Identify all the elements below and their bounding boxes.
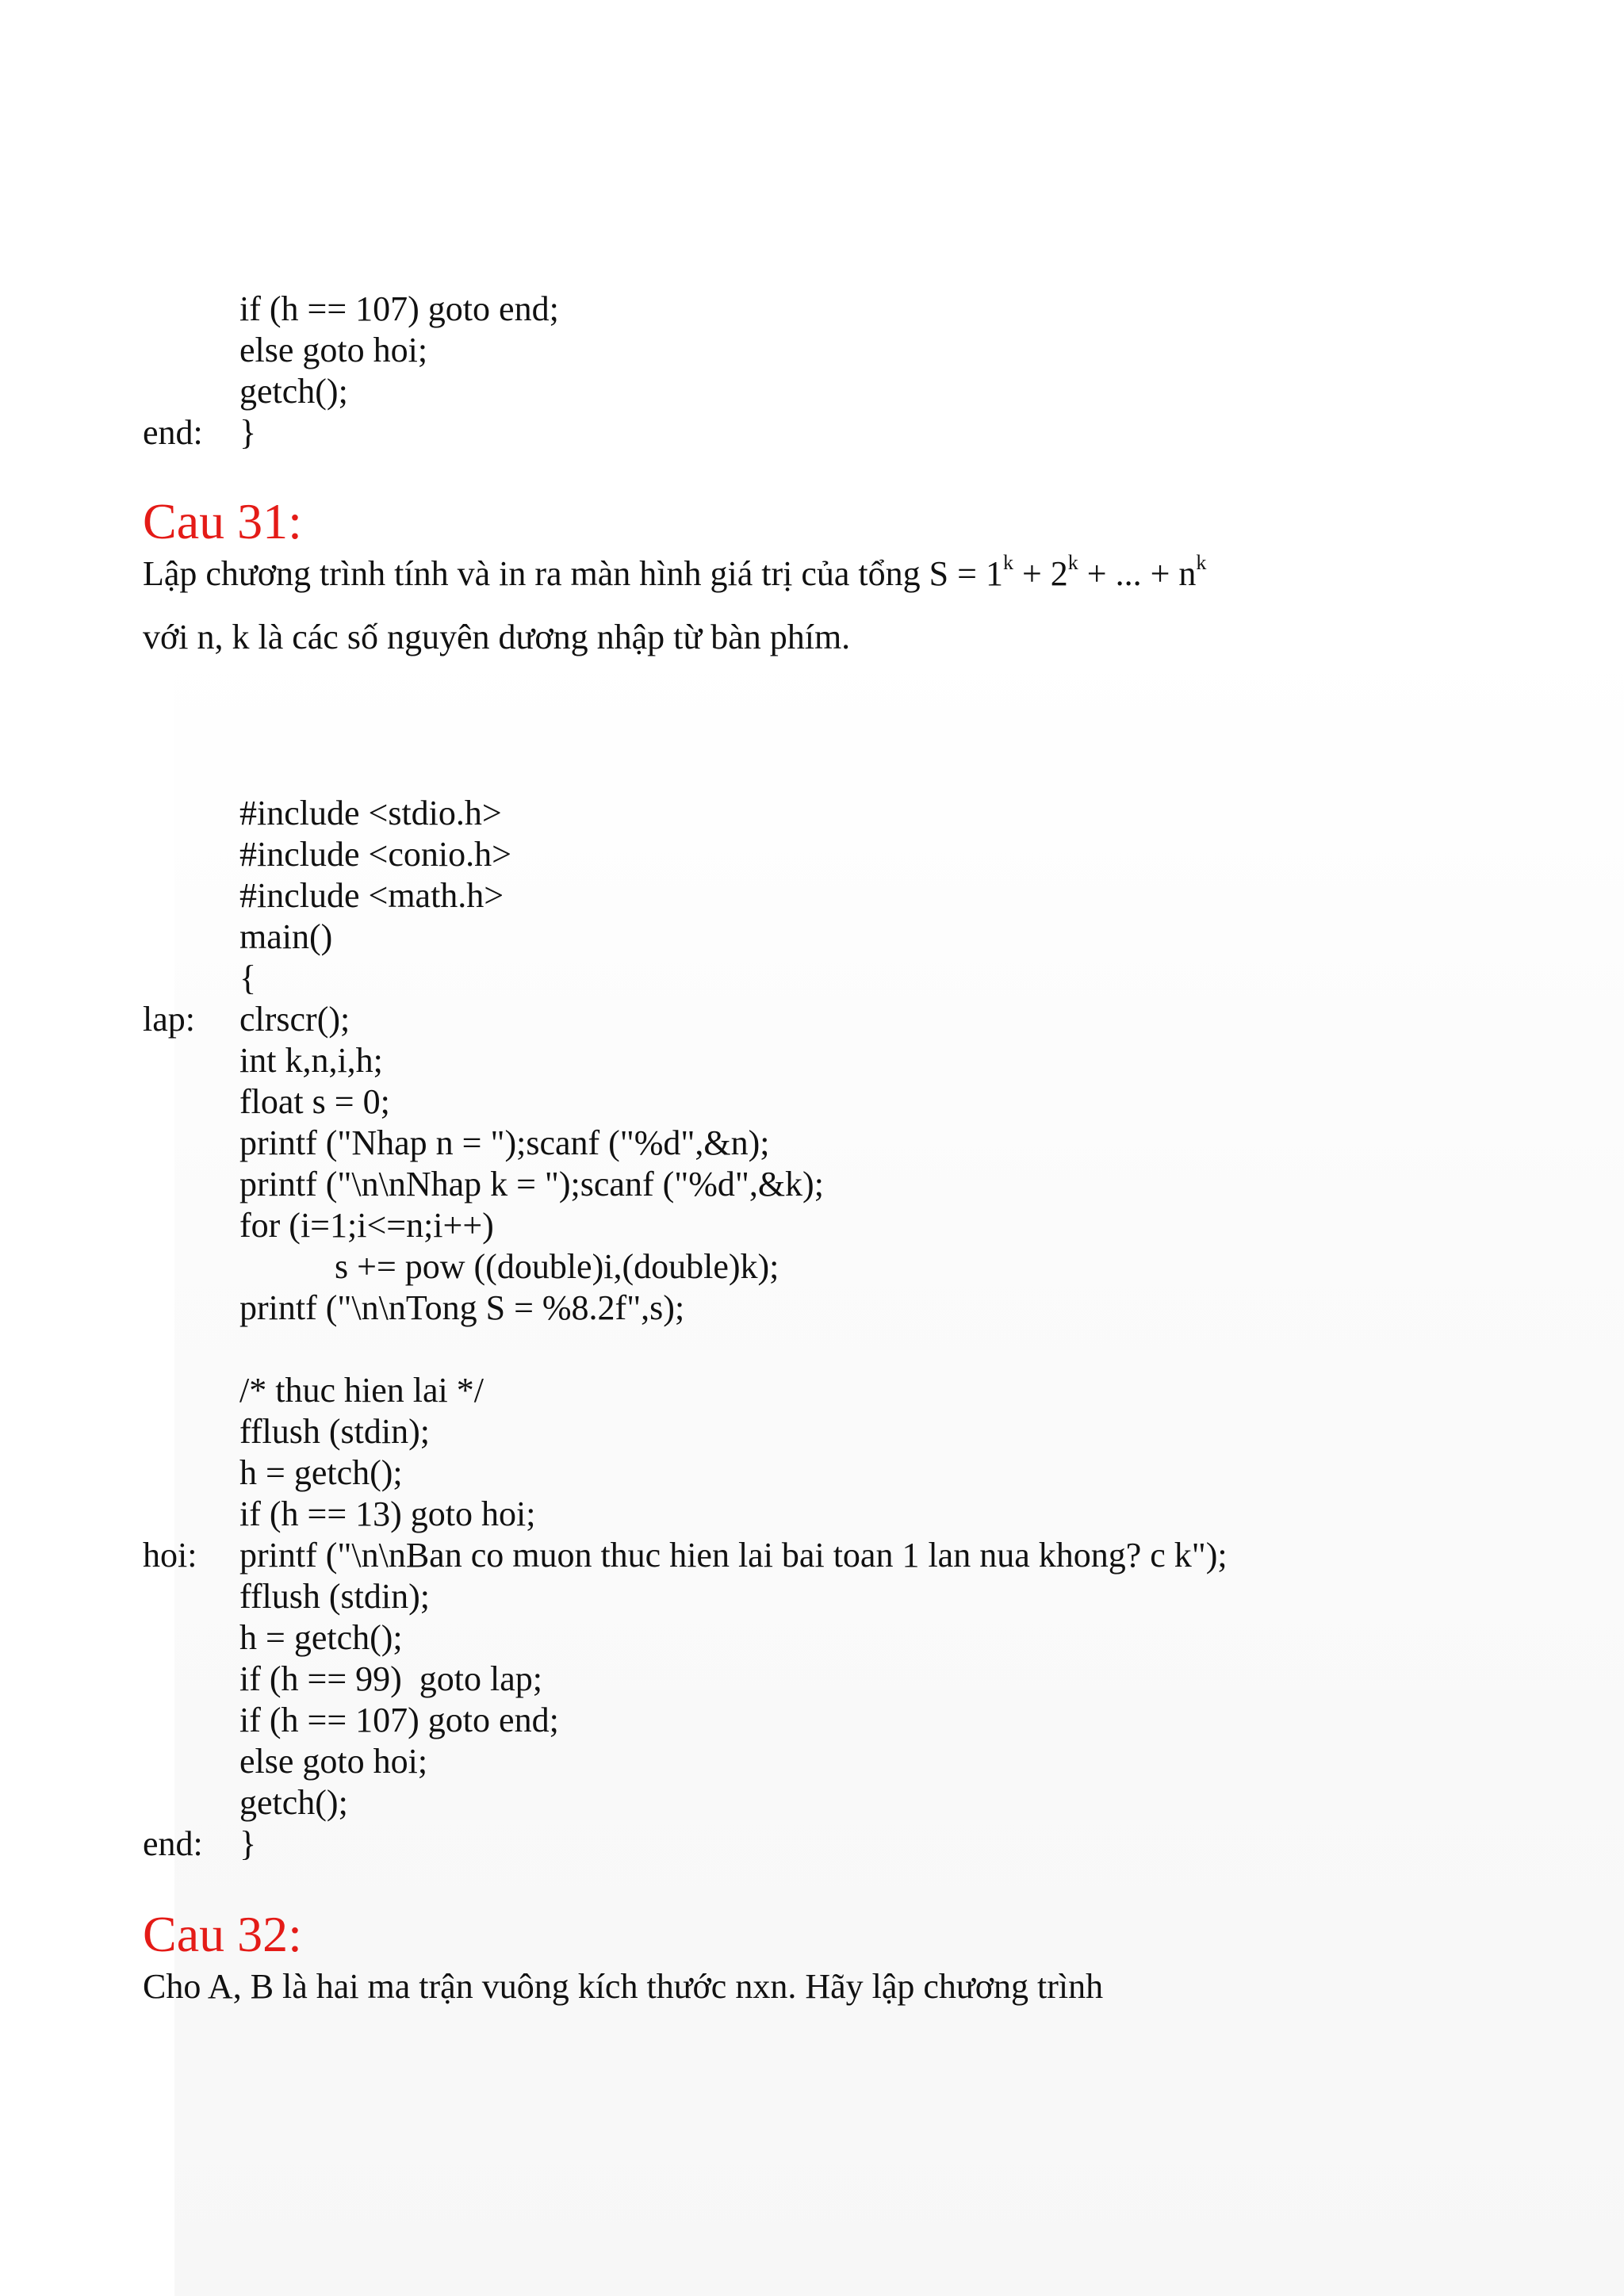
code-line: else goto hoi; [239,1742,428,1781]
code-line: printf ("\n\nTong S = %8.2f",s); [239,1288,685,1327]
code-line: h = getch(); [239,1453,403,1492]
code-line: int k,n,i,h; [239,1041,383,1080]
code-label: end: [143,413,203,452]
code-comment: /* thuc hien lai */ [239,1371,484,1410]
code-line: getch(); [239,1783,348,1822]
code-label: end: [143,1824,203,1863]
code-line: { [239,959,257,997]
code-label: lap: [143,1000,195,1039]
code-label: hoi: [143,1536,197,1575]
code-line: } [239,1824,257,1863]
exponent: k [1196,551,1207,574]
code-line: h = getch(); [239,1618,403,1657]
code-line: if (h == 13) goto hoi; [239,1494,536,1533]
code-line: printf ("\n\nNhap k = ");scanf ("%d",&k); [239,1165,824,1203]
code-line: #include <math.h> [239,876,504,915]
code-line: #include <stdio.h> [239,794,502,832]
code-line: for (i=1;i<=n;i++) [239,1206,494,1245]
code-line: else goto hoi; [239,331,428,369]
code-line: #include <conio.h> [239,835,511,874]
code-line: if (h == 99) goto lap; [239,1659,543,1698]
exponent: k [1002,551,1013,574]
code-line: fflush (stdin); [239,1412,430,1451]
exponent: k [1067,551,1078,574]
question-heading: Cau 31: [143,493,302,549]
code-line: if (h == 107) goto end; [239,1701,559,1739]
code-line: getch(); [239,372,348,411]
code-line: fflush (stdin); [239,1577,430,1616]
question-heading: Cau 32: [143,1906,302,1962]
question-text: với n, k là các số nguyên dương nhập từ bàn phím. [143,618,851,656]
question-text: Lập chương trình tính và in ra màn hình giá trị của tổng $S = 1^k + 2^k$ + ... + $n^k$ [143,551,1207,593]
code-line: printf ("\n\nBan co muon thuc hien lai bai toan 1 lan nua khong? c k"); [239,1536,1228,1575]
code-line: } [239,413,257,452]
code-line: s += pow ((double)i,(double)k); [335,1247,779,1286]
code-line: main() [239,917,333,956]
code-line: float s = 0; [239,1082,390,1121]
code-line: printf ("Nhap n = ");scanf ("%d",&n); [239,1123,770,1162]
code-line: clrscr(); [239,1000,350,1039]
code-line: if (h == 107) goto end; [239,289,559,328]
question-text: Cho A, B là hai ma trận vuông kích thước nxn. Hãy lập chương trình [143,1967,1104,2006]
